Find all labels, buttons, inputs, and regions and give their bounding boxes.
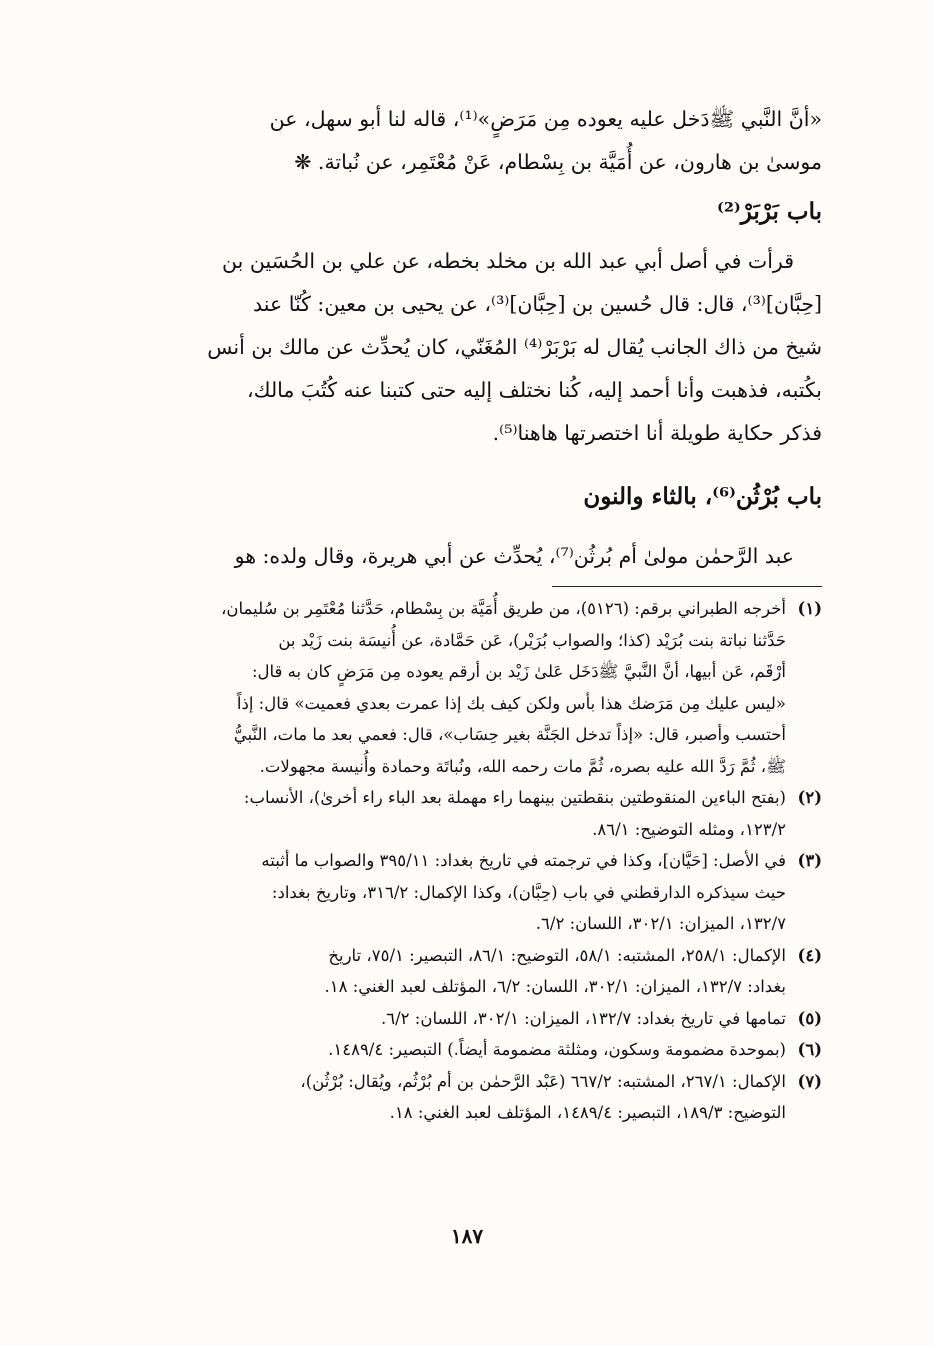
footnote-text xyxy=(134,1003,786,1035)
footnote-line: في الأصل: [حَيَّان]، وكذا في ترجمته في تاريخ بغداد: ٣٩٥/١١ والصواب ما أثبته xyxy=(261,851,786,870)
footnote-text xyxy=(134,1034,786,1066)
text-line: قرأت في أصل أبي عبد الله بن مخلد بخطه، عن علي بن الحُسَين بن xyxy=(222,249,794,273)
footnote-number: (٢) xyxy=(797,788,822,807)
footnote-number: (٣) xyxy=(797,851,822,870)
footnote xyxy=(134,1003,822,1035)
footnote-line: أحتسب وأصبر، قال: «إذاً تدخل الجَنَّة بغير حِسَاب»، قال: فعمي بعد ما مات، النَّبيُّ xyxy=(233,725,786,744)
footnote-line: (بفتح الباءين المنقوطتين بنقطتين بينهما راء مهملة بعد الباء راء أخرىٰ)، الأنساب: xyxy=(243,788,786,807)
text-line: «أنَّ النَّبي ﷺدَخل عليه يعوده مِن مَرَضٍ»⁽¹⁾، قاله لنا أبو سهل، عن xyxy=(269,107,822,131)
footnote-line: الإكمال: ٢٦٧/١، المشتبه: ٦٦٧/٢ (عَبْد الرَّحمٰن بن أم بُرْثُم، ويُقال: بُرْثُن)، xyxy=(300,1071,786,1091)
section-heading-burthun: باب بُرْثُن⁽⁶⁾، بالثاء والنون xyxy=(583,483,822,510)
footnote-number: (٧) xyxy=(797,1071,822,1091)
footnote-line: تمامها في تاريخ بغداد: ١٣٢/٧، الميزان: ٣٠٢/١، اللسان: ٦/٢. xyxy=(381,1008,786,1028)
footnote-divider xyxy=(552,586,822,587)
footnote xyxy=(134,1034,822,1066)
text-line: عبد الرَّحمٰن مولىٰ أم بُرثُن⁽⁷⁾، يُحدِّث عن أبي هريرة، وقال ولده: هو xyxy=(234,544,794,568)
text-line: [حِبَّان]⁽³⁾، قال: قال حُسين بن [حِبَّان]⁽³⁾، عن يحيى بن معين: كُنّا عند xyxy=(253,292,822,316)
footnote-line: بغداد: ١٣٢/٧، الميزان: ٣٠٢/١، اللسان: ٦/٢، المؤتلف لعبد الغني: ١٨. xyxy=(324,977,786,996)
footnote-number: (٦) xyxy=(797,1040,822,1059)
footnote-number: (١) xyxy=(797,599,822,618)
footnote-line: الإكمال: ٢٥٨/١، المشتبه: ٥٨/١، التوضيح: ٨٦/١، التبصير: ٧٥/١، تاريخ xyxy=(328,945,786,965)
text-line: بكُتبه، فذهبت وأنا أحمد إليه، كُنا نختلف إليه حتى كتبنا عنه كُتُبَ مالك، xyxy=(247,378,822,402)
text-line: شيخ من ذاك الجانب يُقال له بَرْبَرْ⁽⁴⁾ المُغَنّي، كان يُحدِّث عن مالك بن أنس xyxy=(207,335,822,359)
footnote-number: (٤) xyxy=(797,945,822,965)
text-line: موسىٰ بن هارون، عن أُمَيَّة بن بِسْطام، عَنْ مُعْتَمِر، عن نُباتة. ❋ xyxy=(294,150,822,174)
footnote xyxy=(134,782,822,845)
footnote-line: التوضيح: ١٨٩/٣، التبصير: ١٤٨٩/٤، المؤتلف لعبد الغني: ١٨. xyxy=(389,1103,786,1122)
footnote-text xyxy=(134,940,786,1003)
footnote-line: حيث سيذكره الدارقطني في باب (حِبَّان)، وكذا الإكمال: ٣١٦/٢، وتاريخ بغداد: xyxy=(271,882,786,902)
footnote-line: أخرجه الطبراني برقم: (٥١٢٦)، من طريق أُمَيَّة بن بِسْطام، حَدَّثنا مُعْتَمِر بن سُليمان، xyxy=(221,599,786,618)
footnote-text xyxy=(134,1066,786,1129)
footnote xyxy=(134,1066,822,1129)
footnote-text xyxy=(134,845,786,940)
section-heading-barbar: باب بَرْبَرْ⁽²⁾ xyxy=(716,198,822,225)
footnote-text xyxy=(134,593,786,782)
main-text xyxy=(134,98,822,578)
page-number: ١٨٧ xyxy=(450,1224,484,1248)
footnote-line: ١٢٣/٢، ومثله التوضيح: ٨٦/١. xyxy=(592,819,786,839)
footnote xyxy=(134,593,822,782)
footnote-line: «ليس عليك مِن مَرَضك هذا بأس ولكن كيف بك إذا عمرت بعدي فعميت» قال: إذاً xyxy=(236,693,786,713)
footnotes xyxy=(134,593,822,1129)
footnote-line: ﷺ، ثُمَّ رَدَّ الله عليه بصره، ثُمَّ مات رحمه الله، ونُباتَة وحمادة وأُنيسة مجهولات. xyxy=(259,756,786,776)
footnote-line: حَدَّثنا نباتة بنت بُرَيْد (كذا؛ والصواب بُرَيْر)، عَن حَمَّادة، عن أُنيسَة بنت زَيْد بن xyxy=(278,630,786,650)
footnote-line: (بموحدة مضمومة وسكون، ومثلثة مضمومة أيضاً.) التبصير: ١٤٨٩/٤. xyxy=(328,1040,786,1059)
footnote xyxy=(134,940,822,1003)
footnote-number: (٥) xyxy=(797,1008,822,1028)
text-line: فذكر حكاية طويلة أنا اختصرتها هاهنا⁽⁵⁾. xyxy=(492,421,822,445)
footnote-line: أرْقَم، عَن أبيها، أنَّ النَّبيَّ ﷺدَخَل عَلىٰ زَيْد بن أرقم يعوده مِن مَرَضٍ كان به قال: xyxy=(251,662,786,681)
footnote xyxy=(134,845,822,940)
footnote-line: ١٣٢/٧، الميزان: ٣٠٢/١، اللسان: ٦/٢. xyxy=(535,914,786,933)
footnote-text xyxy=(134,782,786,845)
